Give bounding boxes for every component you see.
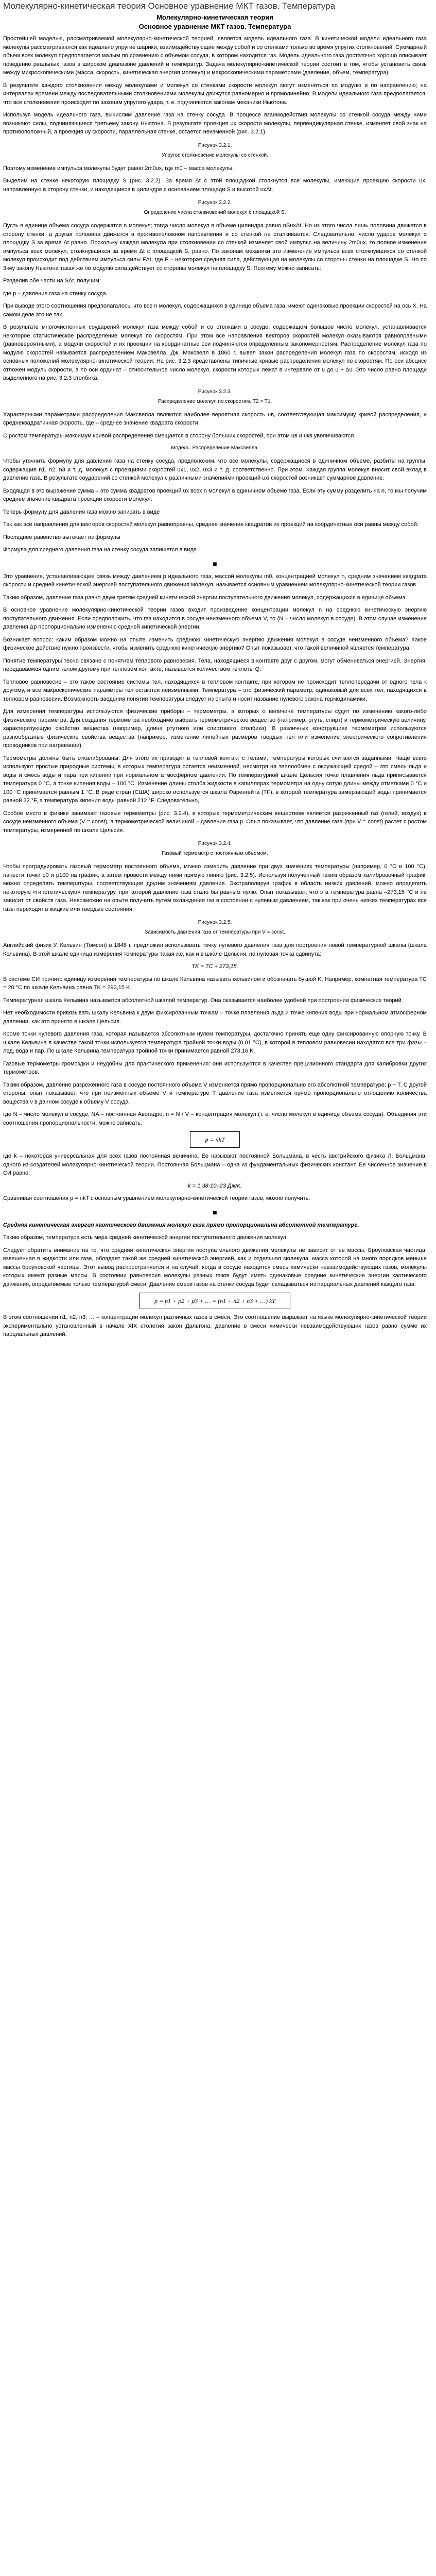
paragraph-divide: Разделив обе части на SΔt, получим: (3, 278, 101, 284)
figure-subcaption: Газовый термометр с постоянным объемом. (162, 851, 268, 857)
paragraph-maxwell-distribution: В результате многочисленных соударений молекул газа между собой и со стенками в сосуде, содержащем большое число молекул, устанавливается некоторое статистическое распределение молекул по скоростям. При этом все направления векторов скоростей молекул оказываются равноправными (равновероятными), а модули скоростей и их проекции на координатные оси подчиняются определенным закономерностям. Распределение молекул газа по модулю скоростей называется распределением Максвелла. Дж. Максвелл в 1860 г. вывел закон распределения молекул газа по скоростям, исходя из основных положений молекулярно-кинетической теории. На рис. 3.2.3 представлены типичные кривые распределения молекул по скоростям. По оси абсцисс отложен модуль скорости, а по оси ординат – относительное число молекул, скорости которых лежат в интервале от υ до υ + Δυ. Это число равно площади выделенного на рис. 3.2.3 столбика. (3, 324, 427, 382)
paragraph-gas-thermometer-usage: Газовые термометры громоздки и неудобны для практического применения: они используются в качестве прецизионного стандарта для калибровки других термометров. (3, 1060, 427, 1076)
paragraph-pressure-two-thirds: Таким образом, давление газа равно двум третям средней кинетической энергии поступательного движения молекул, содержащихся в единице объема. (3, 594, 407, 601)
section-heading: Молекулярно-кинетическая теория (156, 13, 273, 21)
paragraph-momentum-change: Поэтому изменение импульса молекулы будет равно 2m0υx, где m0 – масса молекулы. (3, 165, 234, 172)
paragraph-question: Возникает вопрос: каким образом можно на опыте изменить среднюю кинетическую энергию движения молекул в сосуде неизменного объема? Какое физическое действие нужно произвести, чтобы изменить среднюю кинетическую энергию? Опыт показывает, что такой величиной является температура. (3, 636, 427, 652)
paragraph-assumption: При выводе этого соотношения предполагалось, что все n молекул, содержащихся в единице объема газа, имеют одинаковые проекции скоростей на ось X. На самом деле это не так. (3, 303, 427, 318)
paragraph-equal-projections: Так как все направления для векторов скоростей молекул равноправны, среднее значение квадратов их проекций на координатные оси равны между собой: (3, 521, 418, 528)
formula-dalton: p = p1 + p2 + p3 + … = (n1 + n2 + n3 + …) kT (139, 1293, 290, 1309)
formula-pnkt: p = nkT (190, 1131, 239, 1148)
figure-caption: Рисунок 3.2.3. (198, 388, 232, 395)
section-separator: ■ (213, 559, 217, 568)
model-caption: Модель. Распределение Максвелла. (171, 445, 259, 451)
paragraph-collisions: В результате каждого столкновения между молекулами и молекул со стенками скорости молекул могут изменяться по модулю и по направлению; на интервалах времени между последовательными столкновениями молекулы движутся равномерно и прямолинейно. В модели идеального газа предполагается, что все столкновения происходят по законам упругого удара, т. е. подчиняются законам механики Ньютона. (3, 82, 427, 106)
paragraph-kinetic-energy-temperature: Средняя кинетическая энергия хаотического движения молекул газа прямо пропорциональна абсолютной температуре. (3, 1222, 359, 1228)
paragraph-absolute-scale: Температурная шкала Кельвина называется абсолютной шкалой температур. Она оказывается наиболее удобной при построении физических теорий. (3, 997, 403, 1004)
paragraph-equilibrium-def: Тепловое равновесие – это такое состояние системы тел, находящихся в тепловом контакте, при котором не происходит теплопередачи от одного тела к другому, и все макроскопические параметры тел остаются неизменными. Температура – это физический параметр, одинаковый для всех тел, находящихся в тепловом равновесии. Возможность введения понятия температуры следует из опыта и носит название нулевого закона термодинамики. (3, 679, 427, 702)
paragraph-gas-thermometers: Особое место в физике занимают газовые термометры (рис. 3.2.4), в которых термометрическим веществом является разреженный газ (гелий, воздух) в сосуде неизменного объема (V = const), а термометрической величиной – давление газа p. Опыт показывает, что давление газа (при V = const) растет с ростом температуры, измеренной по шкале Цельсия. (3, 810, 427, 834)
paragraph-avogadro: где N – число молекул в сосуде, NA – постоянная Авогадро, n = N / V – концентрация молекул (т. е. число молекул в единице объема сосуда). Объединяя эти соотношения пропорциональности, можно записать: (3, 1111, 427, 1126)
figure-caption: Рисунок 3.2.5. (198, 920, 232, 926)
document-title: Молекулярно-кинетическая теория Основное уравнение МКТ газов. Температура (3, 1, 336, 11)
figure-subcaption: Зависимость давления газа от температуры при V = const. (145, 929, 285, 936)
formula-kelvin: TK = TC + 273,15. (191, 963, 238, 970)
paragraph-pressure-def: где p – давление газа на стенку сосуда. (3, 290, 108, 297)
paragraph-thermal-equilibrium: Понятие температуры тесно связано с понятием теплового равновесия. Тела, находящиеся в контакте друг с другом, могут обмениваться энергией. Энергия, передаваемая одним телом другому при тепловом контакте, называется количеством теплоты Q. (3, 657, 427, 673)
paragraph-temperature-shift: С ростом температуры максимум кривой распределения смещается в сторону больших скоростей, при этом υв и υкв увеличиваются. (3, 432, 356, 439)
paragraph-proportionality: Таким образом, давление разреженного газа в сосуде постоянного объема V изменяется прямо пропорционально его абсолютной температуре: p ~ T. С другой стороны, опыт показывает, что при неизменных объеме V и температуре T давление газа изменяется прямо пропорционально отношению количества вещества ν в данном сосуде к объему V сосуда (3, 1081, 427, 1105)
paragraph-pressure-form: Теперь формулу для давления газа можно записать в виде (3, 509, 160, 515)
paragraph-ideal-gas-model: Простейшей моделью, рассматриваемой молекулярно-кинетической теорией, является модель идеального газа. В кинетической модели идеального газа молекулы рассматриваются как идеально упругие шарики, взаимодействующие между собой и со стенками только во время упругих столкновений. Суммарный объем всех молекул предполагается малым по сравнению с объемом сосуда, в котором находится газ. Модель идеального газа достаточно хорошо описывает поведение реальных газов в широком диапазоне давлений и температур. Задача молекулярно-кинетической теории состоит в том, чтобы установить связь между микроскопическими (масса, скорость, кинетическая энергия молекул) и макроскопическими параметрами (давление, объем, температура). (3, 36, 427, 76)
paragraph-no-fixed-points: Нет необходимости привязывать шкалу Кельвина к двум фиксированным точкам – точке плавления льда и точке кипения воды при нормальном атмосферном давлении, как это принято в шкале Цельсия. (3, 1010, 427, 1025)
paragraph-concentration: В основное уравнение молекулярно-кинетической теории газов входит произведение концентрации молекул n на среднюю кинетическую энергию поступательного движения. Если предположить, что газ находится в сосуде неизменного объема V, то (N – число молекул в сосуде). В этом случае изменение давления Δp пропорционально изменению средней кинетической энергии. (3, 607, 427, 631)
paragraph-area-selection: Выделим на стенке некоторую площадку S (рис. 3.2.2). За время Δt с этой площадкой столкнутся все молекулы, имеющие проекцию скорости υx, направленную в сторону стенки, и находящиеся в цилиндре с основанием площади S и высотой υxΔt. (3, 178, 427, 193)
paragraph-boltzmann: где k – некоторая универсальная для всех газов постоянная величина. Ее называют постоянной Больцмана, в честь австрийского физика Л. Больцмана, одного из создателей молекулярно-кинетической теории. Постоянная Больцмана – одна из фундаментальных физических констант. Ее численное значение в СИ равно: (3, 1153, 427, 1177)
paragraph-characteristic-speeds: Характерными параметрами распределения Максвелла являются наиболее вероятная скорость υв, соответствующая максимуму кривой распределения, и среднеквадратичная скорость, где – среднее значение квадрата скорости. (3, 411, 427, 427)
paragraph-follows: Последнее равенство вытекает из формулы (3, 534, 120, 540)
paragraph-temperature-measure: Таким образом, температура есть мера средней кинетической энергии поступательного движения молекул. (3, 1234, 288, 1241)
figure-caption: Рисунок 3.2.1. (198, 142, 232, 148)
paragraph-mass-independence: Следует обратить внимание на то, что средняя кинетическая энергия поступательного движения молекулы не зависит от ее массы. Броуновская частица, взвешенная в жидкости или газе, обладает такой же средней кинетической энергией, как и отдельная молекула, масса которой на много порядков меньше массы броуновской частицы. Этот вывод распространяется и на случай, когда в сосуде находится смесь химически невзаимодействующих газов, молекулы которых имеют разные массы. В состоянии равновесия молекулы разных газов будут иметь одинаковые средние кинетические энергии хаотического движения, определяемые только температурой смеси. Давление смеси газов на стенки сосуда будет складываться из парциальных давлений каждого газа: (3, 1247, 427, 1287)
figure-caption: Рисунок 3.2.2. (198, 200, 232, 206)
section-separator: ■ (213, 1208, 217, 1216)
formula-boltzmann: k = 1,38·10–23 Дж/К. (188, 1182, 242, 1189)
paragraph-basic-equation: Это уравнение, устанавливающее связь между давлением p идеального газа, массой молекулы m0, концентрацией молекул n, средним значением квадрата скорости и средней кинетической энергией поступательного движения молекул, называется основным уравнением молекулярно-кинетической теории газов. (3, 573, 427, 588)
figure-caption: Рисунок 3.2.4. (198, 841, 232, 847)
formula-dalton-wrap (3, 1293, 427, 1309)
paragraph-thermometers: Для измерения температуры используются физические приборы – термометры, в которых о величине температуры судят по изменению какого-либо физического параметра. Для создания термометра необходимо выбрать термометрическое вещество (например, ртуть, спирт) и термометрическую величину, характеризующую свойство вещества (например, длина ртутного или спиртового столбика). В различных конструкциях термометров используются разнообразные физические свойства вещества (например, изменение линейных размеров твердых тел или изменение электрического сопротивления проводников при нагревании). (3, 708, 427, 749)
figure-subcaption: Определение числа столкновений молекул с площадкой S. (144, 210, 286, 216)
paragraph-velocity-groups: Чтобы уточнить формулу для давления газа на стенку сосуда, предположим, что все молекулы, содержащиеся в единичном объеме, разбиты на группы, содержащие n1, n2, n3 и т. д. молекул с проекциями скоростей υx1, υx2, υx3 и т. д. соответственно. При этом. Каждая группа молекул вносит свой вклад в давление газа. В результате соударений со стенкой молекул с различными значениями проекций υxi скоростей возникает суммарное давление. (3, 458, 427, 482)
paragraph-number-of-collisions: Пусть в единице объема сосуда содержатся n молекул; тогда число молекул в объеме цилиндра равно nSυxΔt. Но из этого числа лишь половина движется в сторону стенки, а другая половина движется в противоположном направлении и со стенкой не сталкивается. Следовательно, число ударов молекул о площадку S за время Δt равно. Поскольку каждая молекула при столкновении со стенкой изменяет свой импульс на величину 2m0υx, то полное изменение импульса всех молекул, столкнувшихся за время Δt с площадкой S, равно. По законам механики это изменение импульса всех столкнувшихся со стенкой молекул происходит под действием импульса силы FΔt, где F – некоторая средняя сила, действующая на молекулы со стороны стенки на площадке S. Но по 3-му закону Ньютона такая же по модулю сила действует со стороны молекул на площадку S. Поэтому можно записать: (3, 223, 427, 272)
figure-subcaption: Упругое столкновение молекулы со стенкой. (162, 152, 268, 158)
paragraph-pressure-on-wall: Используя модель идеального газа, вычислим давление газа на стенку сосуда. В процессе взаимодействия молекулы со стенкой сосуда между ними возникают силы, подчиняющиеся третьему закону Ньютона. В результате проекция υx скорости молекулы, перпендикулярная стенке, изменяет свой знак на противоположный, а проекция υy скорости, параллельная стенке, остается неизменной (рис. 3.2.1). (3, 112, 427, 135)
paragraph-dalton-law: В этом соотношении n1, n2, n3, … – концентрации молекул различных газов в смеси. Это соотношение выражает на языке молекулярно-кинетической теории экспериментально установленный в начале XIX столетия закон Дальтона: давление в смеси химически невзаимодействующих газов равно сумме их парциальных давлений. (3, 1314, 427, 1338)
formula-pnkt-wrap (3, 1131, 427, 1148)
paragraph-si-kelvin: В системе СИ принято единицу измерения температуры по шкале Кельвина называть кельвином и обозначать буквой K. Например, комнатная температура TC = 20 °C по шкале Кельвина равна TK = 293,15 K. (3, 976, 427, 991)
paragraph-compare: Сравнивая соотношения p = nkT с основным уравнением молекулярно-кинетической теории газов, можно получить: (3, 1195, 310, 1202)
section-subheading: Основное уравнение МКТ газов. Температура (138, 22, 291, 30)
paragraph-mean-square: Входящая в это выражение сумма – это сумма квадратов проекций υx всех n молекул в единичном объеме газа. Если эту сумму разделить на n, то мы получим среднее значение квадрата проекции скорости молекул: (3, 487, 427, 503)
paragraph-calibration: Термометры должны быть откалиброваны. Для этого их приводят в тепловой контакт с телами, температуры которых считаются заданными. Чаще всего используют простые природные системы, в которых температура остается неизменной, несмотря на теплообмен с окружающей средой – это смесь льда и воды и смесь воды и пара при кипении при нормальном атмосферном давлении. По температурной шкале Цельсия точке плавления льда приписывается температура 0 °C, а точке кипения воды – 100 °C. Изменение длины столба жидкости в капиллярах термометра на одну сотую длины между отметками 0 °C и 100 °C принимается равным 1 °C. В ряде стран (США) широко используется шкала Фаренгейта (TF), в которой температура замерзающей воды принимается равной 32 °F, а температура кипения воды равной 212 °F. Следовательно, (3, 755, 427, 804)
figure-subcaption: Распределение молекул по скоростям. T2 > T1. (158, 398, 272, 404)
paragraph-kelvin: Английский физик У. Кельвин (Томсон) в 1848 г. предложил использовать точку нулевого давления газа для построения новой температурной шкалы (шкала Кельвина). В этой шкале единица измерения температуры такая же, как и в шкале Цельсия, но нулевая точка сдвинута: (3, 942, 427, 957)
paragraph-graduation: Чтобы проградуировать газовый термометр постоянного объема, можно измерить давление при двух значениях температуры (например, 0 °C и 100 °C), нанести точки p0 и p100 на график, а затем провести между ними прямую линию (рис. 3.2.5). Используя полученный таким образом калибровочный график, можно определять температуры, соответствующие другим значениям давления. Экстраполируя график в область низких давлений, можно определить некоторую «гипотетическую» температуру, при которой давление газа стало бы равным нулю. Опыт показывает, что эта температура равна –273,15 °C и не зависит от свойств газа. Невозможно на опыте получить путем охлаждения газ в состоянии с нулевым давлением, так как при очень низких температурах все газы переходят в жидкие или твердые состояния. (3, 863, 427, 912)
paragraph-average-pressure: Формула для среднего давления газа на стенку сосуда запишется в виде (3, 547, 197, 553)
paragraph-absolute-zero: Кроме точки нулевого давления газа, которая называется абсолютным нулем температуры, достаточно принять еще одну фиксированную опорную точку. В шкале Кельвина в качестве такой точки используется температура тройной точки воды (0,01 °C), в которой в тепловом равновесии находятся все три фазы – лед, вода и пар. По шкале Кельвина температура тройной точки принимается равной 273,16 K. (3, 1031, 427, 1055)
